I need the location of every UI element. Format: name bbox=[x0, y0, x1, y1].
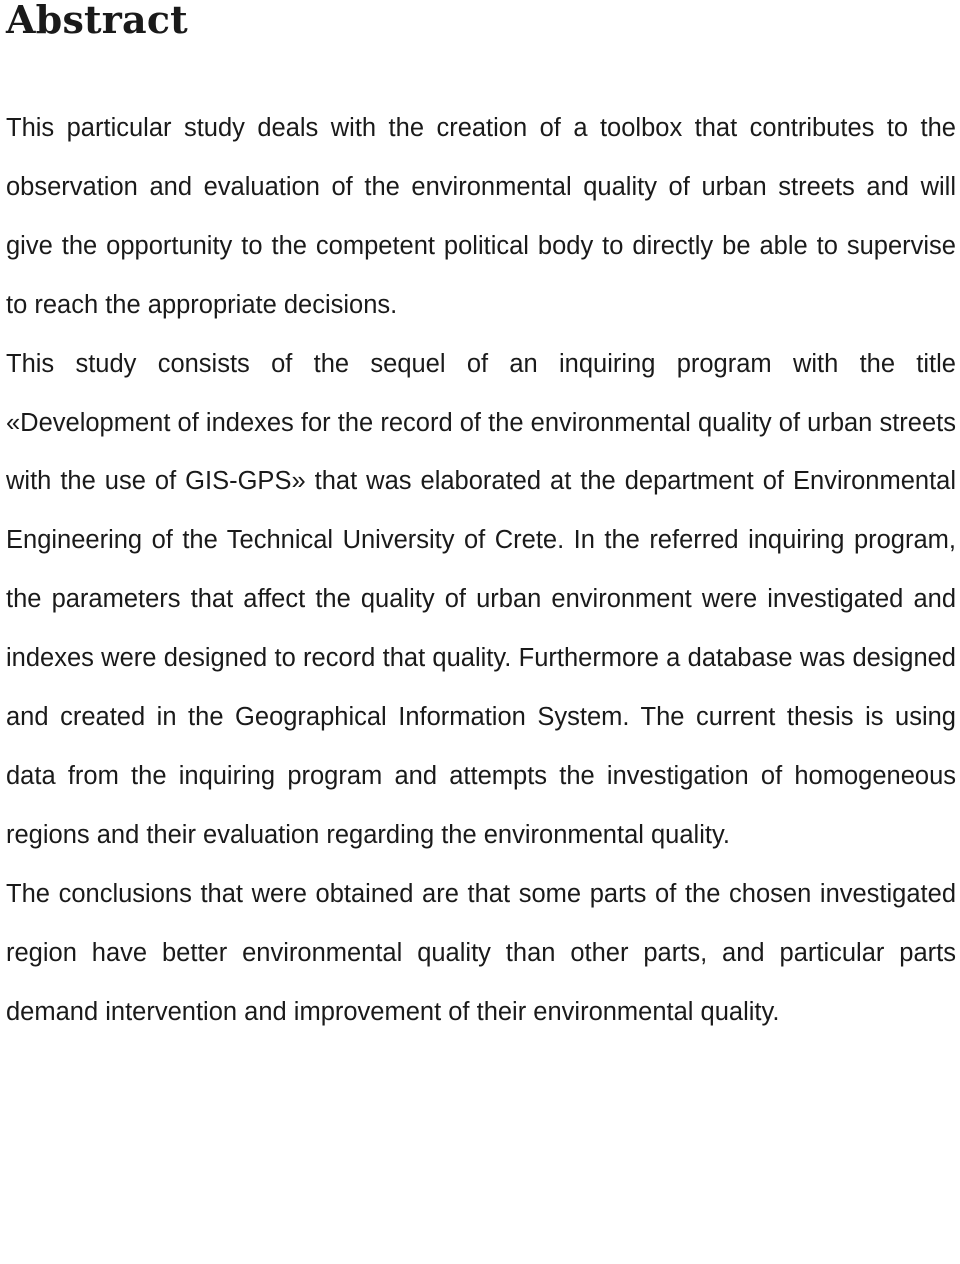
paragraph-intro: This particular study deals with the creation of a toolbox that contributes to the observation and evaluation of the environmental quality of urban streets and will give the opportunity to the competent political body to directly be able to supervise to reach the appropriate decisions. bbox=[6, 114, 956, 319]
abstract-body bbox=[6, 99, 956, 1042]
paragraph-study-description: This study consists of the sequel of an inquiring program with the title «Development of indexes for the record of the environmental quality of urban streets with the use of GIS-GPS» that was elaborated at the department of Environmental Engineering of the Technical University of Crete. In the referred inquiring program, the parameters that affect the quality of urban environment were investigated and indexes were designed to record that quality. Furthermore a database was designed and created in the Geographical Information System. The current thesis is using data from the inquiring program and attempts the investigation of homogeneous regions and their evaluation regarding the environmental quality. bbox=[6, 349, 956, 849]
document-page bbox=[6, 0, 956, 1042]
paragraph-conclusions: The conclusions that were obtained are that some parts of the chosen investigated region have better environmental quality than other parts, and particular parts demand intervention and improvement of their environmental quality. bbox=[6, 879, 956, 1026]
abstract-heading: Abstract bbox=[6, 0, 188, 42]
